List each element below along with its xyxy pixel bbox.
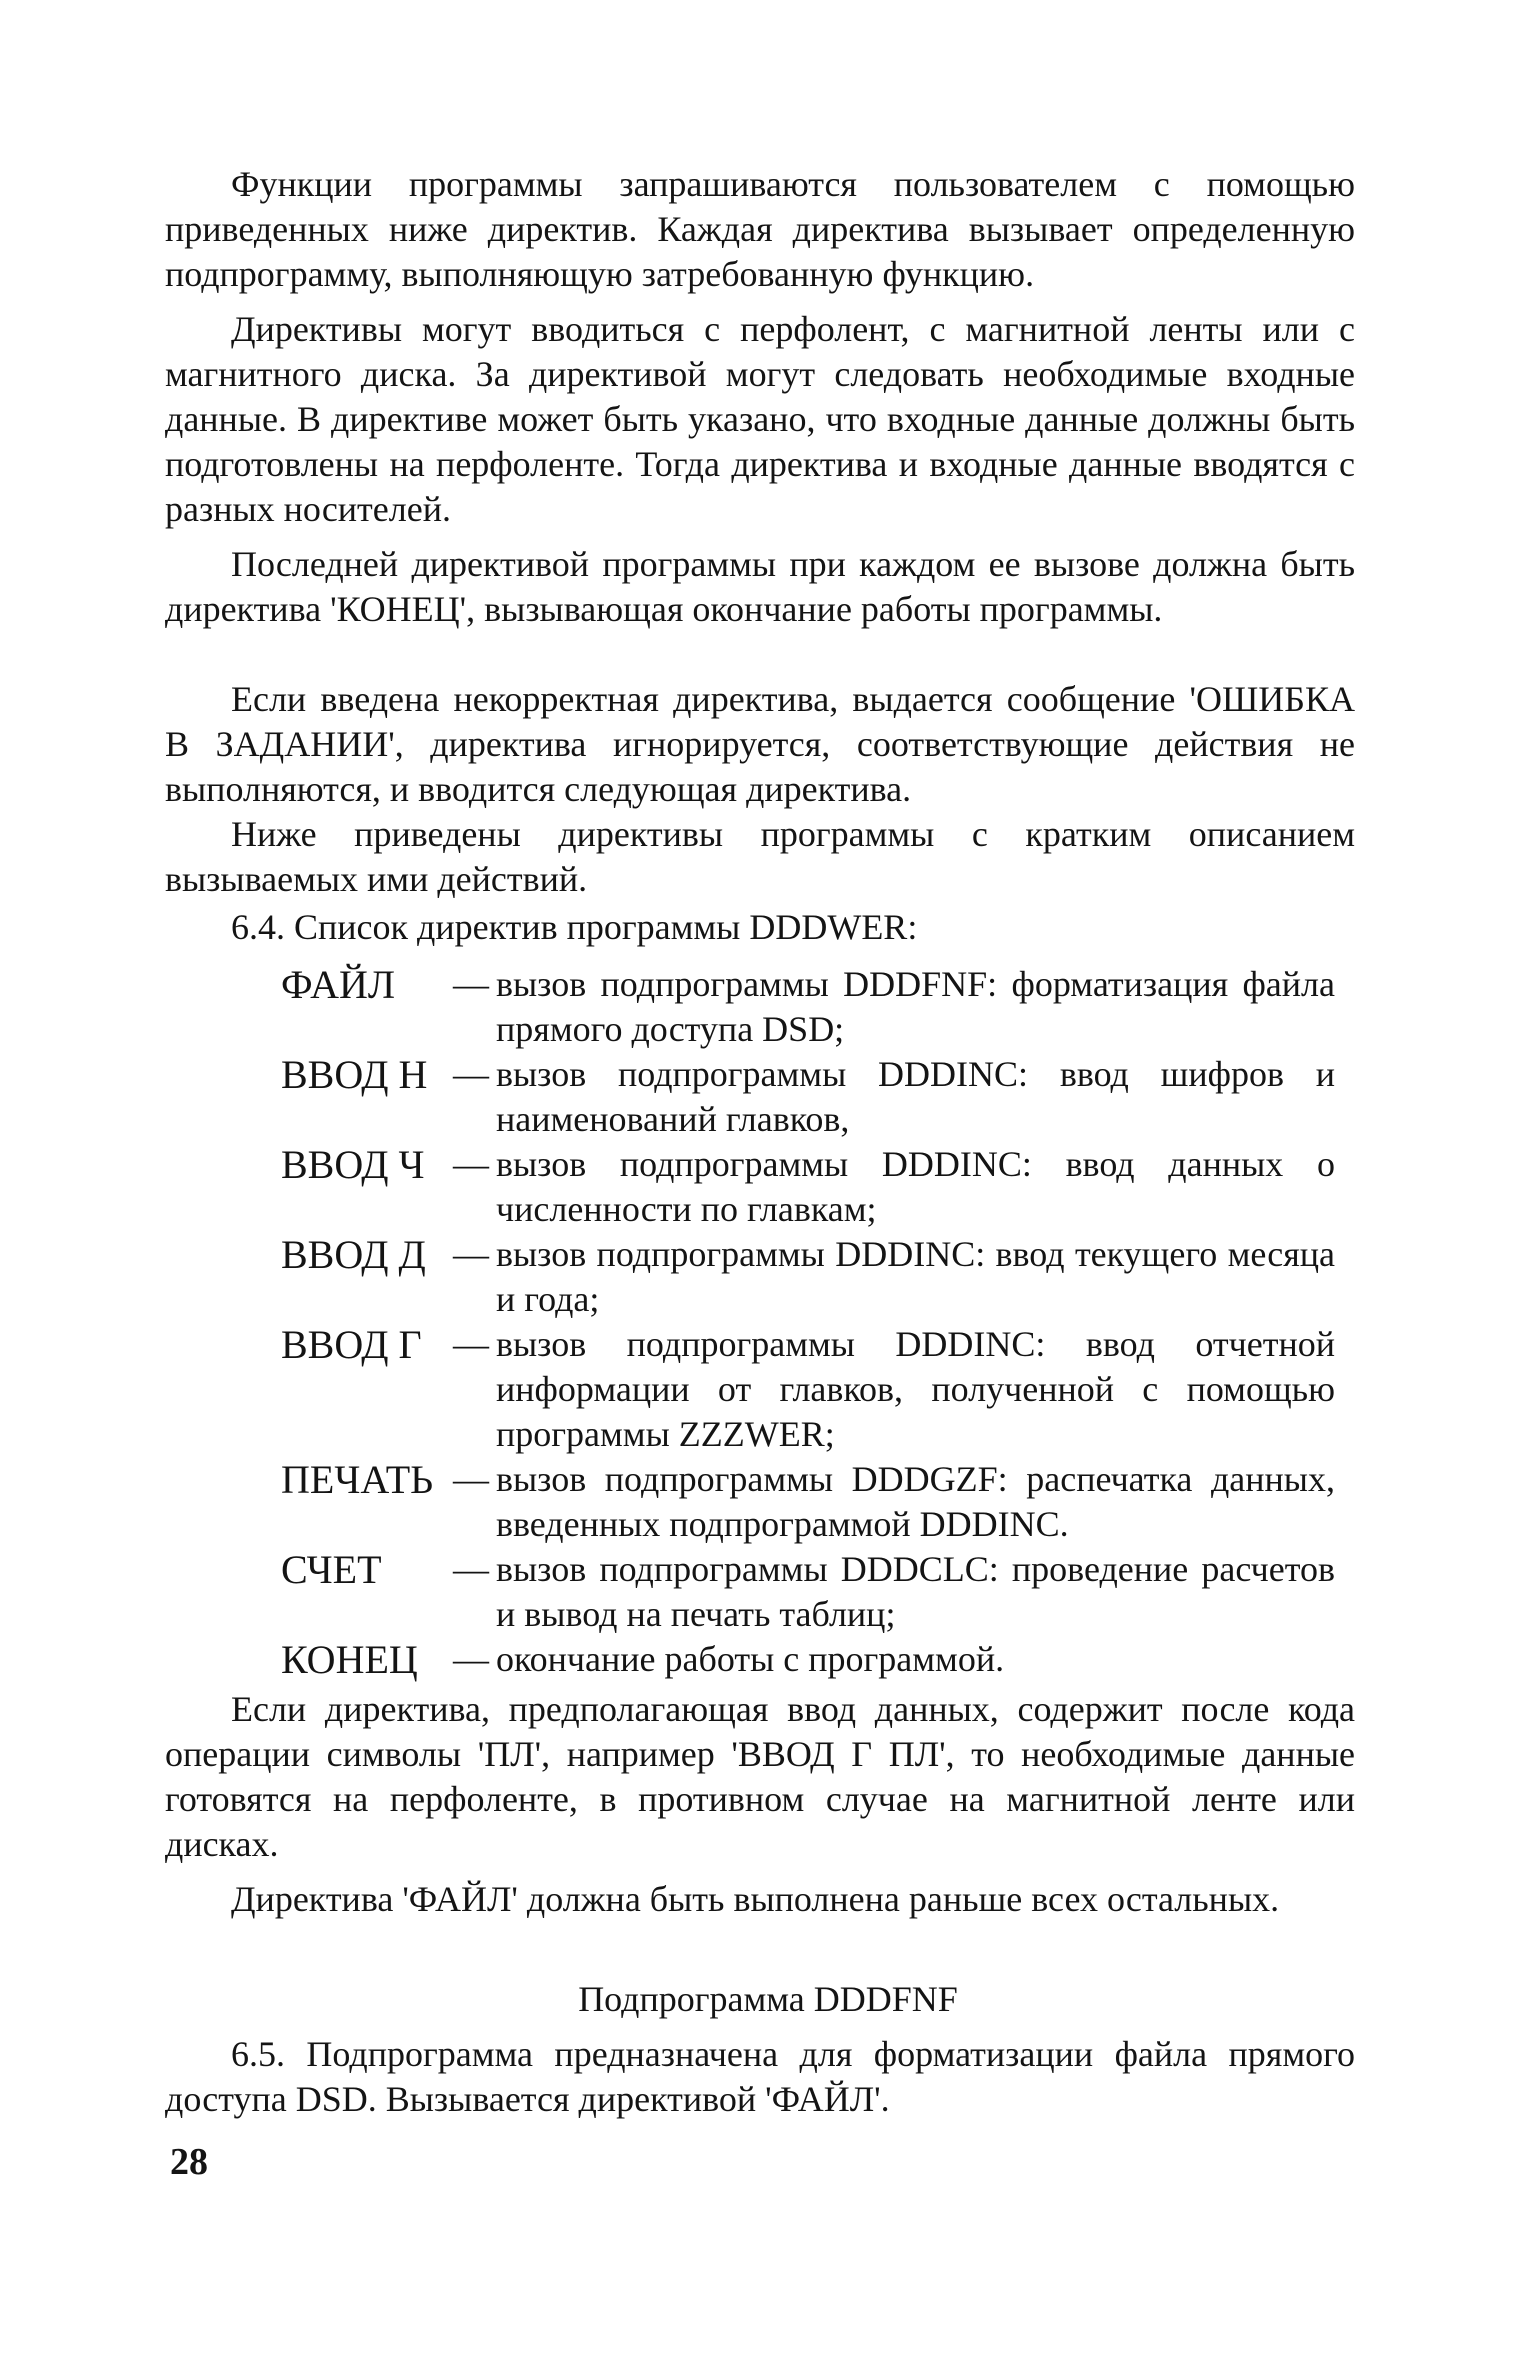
paragraph-file-first: Директива 'ФАЙЛ' должна быть выполнена раньше всех остальных. bbox=[231, 1879, 1280, 1919]
dash: — bbox=[453, 1054, 489, 1094]
directive-name: ВВОД Г bbox=[281, 1322, 422, 1367]
paragraph-6-5: 6.5. Подпрограмма предназначена для форматизации файла прямого доступа DSD. Вызывается директивой 'ФАЙЛ'. bbox=[165, 2034, 1355, 2119]
dash: — bbox=[453, 1459, 489, 1499]
page-number: 28 bbox=[170, 2141, 208, 2183]
directive-name: СЧЕТ bbox=[281, 1547, 382, 1592]
directive-name: КОНЕЦ bbox=[281, 1637, 418, 1682]
directive-description: вызов подпрограммы DDDFNF: форматизация файла прямого доступа DSD; bbox=[496, 964, 1335, 1049]
directive-row bbox=[165, 1052, 1355, 1142]
paragraph-pl-note: Если директива, предполагающая ввод данных, содержит после кода операции символы 'ПЛ', например 'ВВОД Г ПЛ', то необходимые данные готовятся на перфоленте, в противном случае на магнитной ленте или дисках. bbox=[165, 1689, 1355, 1864]
directive-row bbox=[165, 962, 1355, 1052]
directive-row bbox=[165, 1142, 1355, 1232]
directive-description: вызов подпрограммы DDDGZF: распечатка данных, введенных подпрограммой DDDINC. bbox=[496, 1459, 1335, 1544]
dash: — bbox=[453, 1639, 489, 1679]
subheading: Подпрограмма DDDFNF bbox=[578, 1979, 958, 2019]
paragraph-list-intro: Ниже приведены директивы программы с кратким описанием вызываемых ими действий. bbox=[165, 814, 1355, 899]
paragraph-error: Если введена некорректная директива, выдается сообщение 'ОШИБКА В ЗАДАНИИ', директива игнорируется, соответствующие действия не выполняются, и вводится следующая директива. bbox=[165, 679, 1355, 809]
directive-name: ПЕЧАТЬ bbox=[281, 1457, 434, 1502]
dash: — bbox=[453, 964, 489, 1004]
dash: — bbox=[453, 1234, 489, 1274]
directive-row bbox=[165, 1637, 1355, 1682]
directive-row bbox=[165, 1232, 1355, 1322]
dash: — bbox=[453, 1549, 489, 1589]
directive-description: вызов подпрограммы DDDCLC: проведение расчетов и вывод на печать таблиц; bbox=[496, 1549, 1335, 1634]
paragraph-functions: Функции программы запрашиваются пользователем с помощью приведенных ниже директив. Каждая директива вызывает определенную подпрограмму, выполняющую затребованную функцию. bbox=[165, 164, 1355, 294]
directive-name: ФАЙЛ bbox=[281, 962, 395, 1007]
directive-row bbox=[165, 1547, 1355, 1637]
directive-description: вызов подпрограммы DDDINC: ввод отчетной информации от главков, полученной с помощью программы ZZZWER; bbox=[496, 1324, 1335, 1454]
directive-description: вызов подпрограммы DDDINC: ввод текущего месяца и года; bbox=[496, 1234, 1335, 1319]
directive-description: окончание работы с программой. bbox=[496, 1639, 1005, 1679]
dash: — bbox=[453, 1144, 489, 1184]
section-6-4-title: 6.4. Список директив программы DDDWER: bbox=[231, 907, 918, 947]
directive-row bbox=[165, 1322, 1355, 1457]
directive-list bbox=[165, 962, 1355, 1682]
dash: — bbox=[453, 1324, 489, 1364]
directive-row bbox=[165, 1457, 1355, 1547]
directive-name: ВВОД Н bbox=[281, 1052, 428, 1097]
directive-description: вызов подпрограммы DDDINC: ввод шифров и наименований главков, bbox=[496, 1054, 1335, 1139]
directive-name: ВВОД Д bbox=[281, 1232, 426, 1277]
directive-description: вызов подпрограммы DDDINC: ввод данных о численности по главкам; bbox=[496, 1144, 1335, 1229]
directive-name: ВВОД Ч bbox=[281, 1142, 425, 1187]
paragraph-last-directive: Последней директивой программы при каждом ее вызове должна быть директива 'КОНЕЦ', вызывающая окончание работы программы. bbox=[165, 544, 1355, 629]
paragraph-input-media: Директивы могут вводиться с перфолент, с магнитной ленты или с магнитного диска. За директивой могут следовать необходимые входные данные. В директиве может быть указано, что входные данные должны быть подготовлены на перфоленте. Тогда директива и входные данные вводятся с разных носителей. bbox=[165, 309, 1355, 529]
